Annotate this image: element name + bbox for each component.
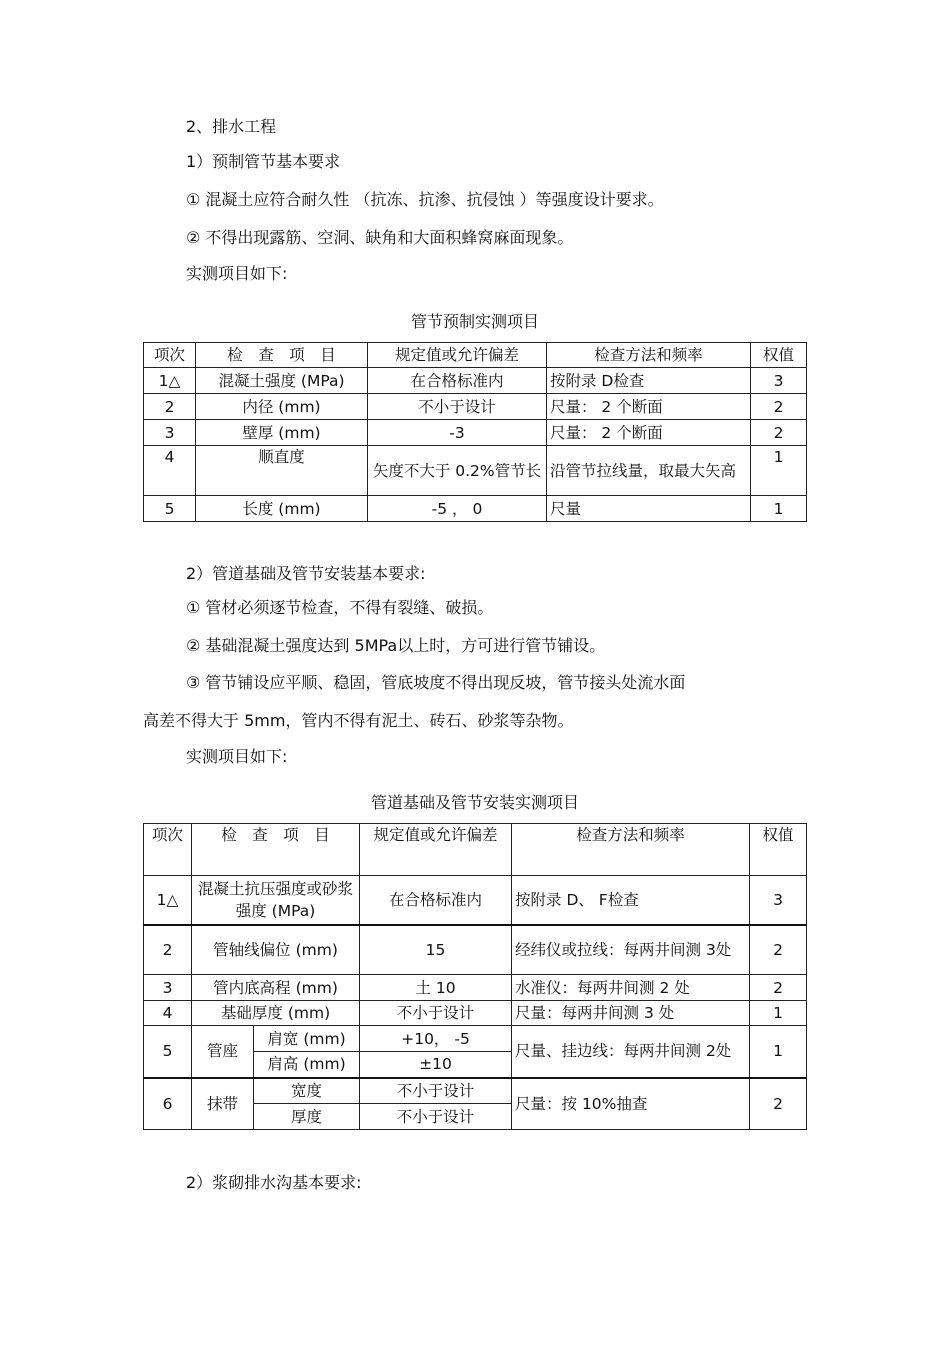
table1-caption: 管节预制实测项目 [410, 312, 539, 331]
s2-requirement-3-line1: ③ 管节铺设应平顺、稳固，管底坡度不得出现反坡，管节接头处流水面 [186, 673, 686, 692]
table-cell: 2 [750, 975, 807, 1001]
table-row [144, 1026, 807, 1052]
table-cell: 3 [750, 876, 807, 925]
table-cell: 长度 (mm) [196, 496, 368, 522]
table-cell: 内径 (mm) [196, 394, 368, 420]
table-header-row [144, 343, 807, 368]
table-cell: 矢度不大于 0.2%管节长 [368, 446, 547, 496]
table-cell: 尺量 [547, 496, 751, 522]
table-cell: 2 [751, 420, 807, 446]
table-cell: 4 [144, 446, 196, 496]
table-cell: 宽度 [254, 1078, 360, 1104]
table-header-row [144, 824, 807, 876]
header-cell: 权值 [750, 824, 807, 876]
table-cell: -3 [368, 420, 547, 446]
table-pipe-precast [143, 342, 807, 522]
table-cell: -5 ， 0 [368, 496, 547, 522]
table-cell: 尺量： 2 个断面 [547, 394, 751, 420]
table-row [144, 876, 807, 925]
table-cell: 管座 [192, 1026, 254, 1078]
header-cell: 检查方法和频率 [512, 824, 750, 876]
table-cell: 1△ [144, 876, 192, 925]
table-cell: 尺量： 2 个断面 [547, 420, 751, 446]
table-cell: 2 [750, 1078, 807, 1130]
s3-heading: 2）浆砌排水沟基本要求: [186, 1173, 362, 1192]
table-cell: 5 [144, 1026, 192, 1078]
table-cell: 1△ [144, 368, 196, 394]
table-cell: 2 [750, 925, 807, 975]
s2-requirement-3-line2: 高差不得大于 5mm，管内不得有泥土、砖石、砂浆等杂物。 [143, 711, 574, 730]
table-cell: 管内底高程 (mm) [192, 975, 360, 1001]
table-cell: 5 [144, 496, 196, 522]
table-cell: 肩宽 (mm) [254, 1026, 360, 1052]
table-cell: 顺直度 [196, 446, 368, 496]
table-row [144, 975, 807, 1001]
table-cell: 2 [144, 394, 196, 420]
header-cell: 项次 [144, 343, 196, 368]
table-cell: 厚度 [254, 1104, 360, 1130]
table-cell: 1 [751, 496, 807, 522]
table-cell: 抹带 [192, 1078, 254, 1130]
table-cell: 按附录 D、 F检查 [512, 876, 750, 925]
table-cell: 不小于设计 [360, 1104, 512, 1130]
table-cell: 肩高 (mm) [254, 1052, 360, 1078]
s2-heading: 2）管道基础及管节安装基本要求: [186, 564, 426, 583]
table-row [144, 1001, 807, 1026]
header-cell: 检查方法和频率 [547, 343, 751, 368]
table-cell: 不小于设计 [360, 1078, 512, 1104]
header-cell: 规定值或允许偏差 [360, 824, 512, 876]
table-row [144, 394, 807, 420]
table-cell: ±10 [360, 1052, 512, 1078]
table-cell: 3 [144, 420, 196, 446]
table-cell: 尺量：每两井间测 3 处 [512, 1001, 750, 1026]
table-cell: 基础厚度 (mm) [192, 1001, 360, 1026]
table-cell: 不小于设计 [368, 394, 547, 420]
table-pipe-foundation [143, 823, 807, 1130]
table-cell: 3 [144, 975, 192, 1001]
s2-requirement-2: ② 基础混凝土强度达到 5MPa以上时，方可进行管节铺设。 [186, 636, 606, 655]
table-row [144, 446, 807, 496]
table-cell: 1 [750, 1026, 807, 1078]
table-cell: 壁厚 (mm) [196, 420, 368, 446]
s1-measured-intro: 实测项目如下: [186, 264, 288, 283]
header-cell: 检 查 项 目 [192, 824, 360, 876]
table-cell: 15 [360, 925, 512, 975]
table-cell: 沿管节拉线量，取最大矢高 [547, 446, 751, 496]
table-cell: 2 [144, 925, 192, 975]
table-cell: +10， -5 [360, 1026, 512, 1052]
table-cell: 混凝土抗压强度或砂浆强度 (MPa) [192, 876, 360, 925]
s2-requirement-1: ① 管材必须逐节检查，不得有裂缝、破损。 [186, 598, 494, 617]
table-cell: 1 [751, 446, 807, 496]
table-row [144, 420, 807, 446]
table-cell: 混凝土强度 (MPa) [196, 368, 368, 394]
table2-caption: 管道基础及管节安装实测项目 [370, 793, 579, 812]
table-row [144, 496, 807, 522]
s1-heading: 1）预制管节基本要求 [186, 152, 341, 171]
table-cell: 4 [144, 1001, 192, 1026]
table-cell: 管轴线偏位 (mm) [192, 925, 360, 975]
section-title: 2、排水工程 [186, 117, 277, 136]
table-cell: 水准仪：每两井间测 2 处 [512, 975, 750, 1001]
table-cell: 按附录 D检查 [547, 368, 751, 394]
header-cell: 权值 [751, 343, 807, 368]
table-row [144, 925, 807, 975]
table-cell: 在合格标准内 [368, 368, 547, 394]
table-row [144, 1078, 807, 1104]
table-cell: 6 [144, 1078, 192, 1130]
table-cell: 3 [751, 368, 807, 394]
table-cell: 尺量、挂边线：每两井间测 2处 [512, 1026, 750, 1078]
table-cell: 1 [750, 1001, 807, 1026]
table-cell: 经纬仪或拉线：每两井间测 3处 [512, 925, 750, 975]
table-cell: 不小于设计 [360, 1001, 512, 1026]
table-cell: 土 10 [360, 975, 512, 1001]
s1-requirement-2: ② 不得出现露筋、空洞、缺角和大面积蜂窝麻面现象。 [186, 228, 574, 247]
table-cell: 在合格标准内 [360, 876, 512, 925]
table-cell: 2 [751, 394, 807, 420]
header-cell: 项次 [144, 824, 192, 876]
s2-measured-intro: 实测项目如下: [186, 747, 288, 766]
s1-requirement-1: ① 混凝土应符合耐久性 （抗冻、抗渗、抗侵蚀 ）等强度设计要求。 [186, 190, 664, 209]
header-cell: 检 查 项 目 [196, 343, 368, 368]
table-cell: 尺量：按 10%抽查 [512, 1078, 750, 1130]
header-cell: 规定值或允许偏差 [368, 343, 547, 368]
table-row [144, 368, 807, 394]
